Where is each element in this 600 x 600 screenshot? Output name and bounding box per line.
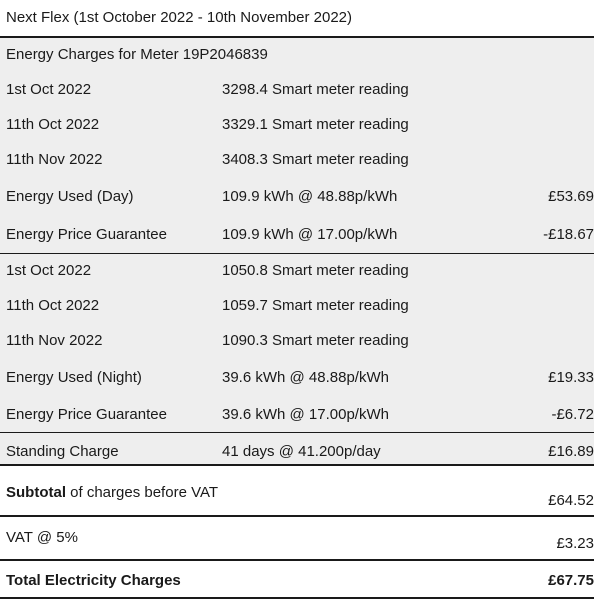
- charge-detail: 109.9 kWh @ 17.00p/kWh: [222, 226, 398, 243]
- reading-row: [0, 254, 594, 288]
- charge-detail: 39.6 kWh @ 17.00p/kWh: [222, 406, 389, 423]
- energy-used-day-row: [0, 180, 594, 214]
- meter-heading: Energy Charges for Meter 19P2046839: [6, 46, 268, 63]
- reading-value: 3329.1 Smart meter reading: [222, 116, 409, 133]
- vat-row: [0, 521, 594, 555]
- charge-label: Energy Price Guarantee: [6, 226, 167, 243]
- energy-used-night-row: [0, 361, 594, 395]
- charge-label: Energy Price Guarantee: [6, 406, 167, 423]
- charge-detail: 41 days @ 41.200p/day: [222, 443, 381, 460]
- reading-value: 3298.4 Smart meter reading: [222, 81, 409, 98]
- reading-value: 3408.3 Smart meter reading: [222, 151, 409, 168]
- subtotal-divider: [0, 464, 594, 466]
- charge-label: Energy Used (Day): [6, 188, 134, 205]
- charge-label: Standing Charge: [6, 443, 119, 460]
- energy-price-guarantee-night-row: [0, 398, 594, 432]
- subtotal-row: [0, 476, 594, 510]
- meter-heading-row: [0, 38, 594, 72]
- total-label: Total Electricity Charges: [6, 572, 181, 589]
- reading-value: 1090.3 Smart meter reading: [222, 332, 409, 349]
- bottom-rule: [0, 597, 594, 599]
- charge-amount: -£18.67: [543, 226, 594, 243]
- reading-date: 11th Nov 2022: [6, 151, 103, 168]
- reading-date: 11th Oct 2022: [6, 297, 100, 314]
- subtotal-amount: £64.52: [548, 492, 594, 509]
- charge-detail: 109.9 kWh @ 48.88p/kWh: [222, 188, 398, 205]
- subtotal-label-bold: Subtotal: [6, 484, 66, 501]
- reading-row: [0, 289, 594, 323]
- reading-value: 1050.8 Smart meter reading: [222, 262, 409, 279]
- reading-date: 11th Nov 2022: [6, 332, 103, 349]
- vat-divider: [0, 515, 594, 517]
- total-amount: £67.75: [548, 572, 594, 589]
- charge-amount: £19.33: [548, 369, 594, 386]
- bill-period-title: Next Flex (1st October 2022 - 10th November 2022): [6, 9, 352, 26]
- reading-date: 1st Oct 2022: [6, 262, 92, 279]
- total-divider: [0, 559, 594, 561]
- reading-row: [0, 73, 594, 107]
- reading-row: [0, 108, 594, 142]
- vat-label: VAT @ 5%: [6, 529, 78, 546]
- standing-charge-divider: [0, 432, 594, 433]
- subtotal-label: [6, 476, 218, 510]
- reading-date: 1st Oct 2022: [6, 81, 92, 98]
- reading-date: 11th Oct 2022: [6, 116, 100, 133]
- total-row: [0, 564, 594, 598]
- vat-amount: £3.23: [556, 535, 594, 552]
- charge-amount: £53.69: [548, 188, 594, 205]
- reading-value: 1059.7 Smart meter reading: [222, 297, 409, 314]
- charge-detail: 39.6 kWh @ 48.88p/kWh: [222, 369, 389, 386]
- subtotal-label-rest: of charges before VAT: [66, 484, 219, 501]
- energy-price-guarantee-day-row: [0, 218, 594, 252]
- reading-row: [0, 324, 594, 358]
- charge-amount: -£6.72: [551, 406, 594, 423]
- charge-amount: £16.89: [548, 443, 594, 460]
- reading-row: [0, 143, 594, 177]
- charge-label: Energy Used (Night): [6, 369, 142, 386]
